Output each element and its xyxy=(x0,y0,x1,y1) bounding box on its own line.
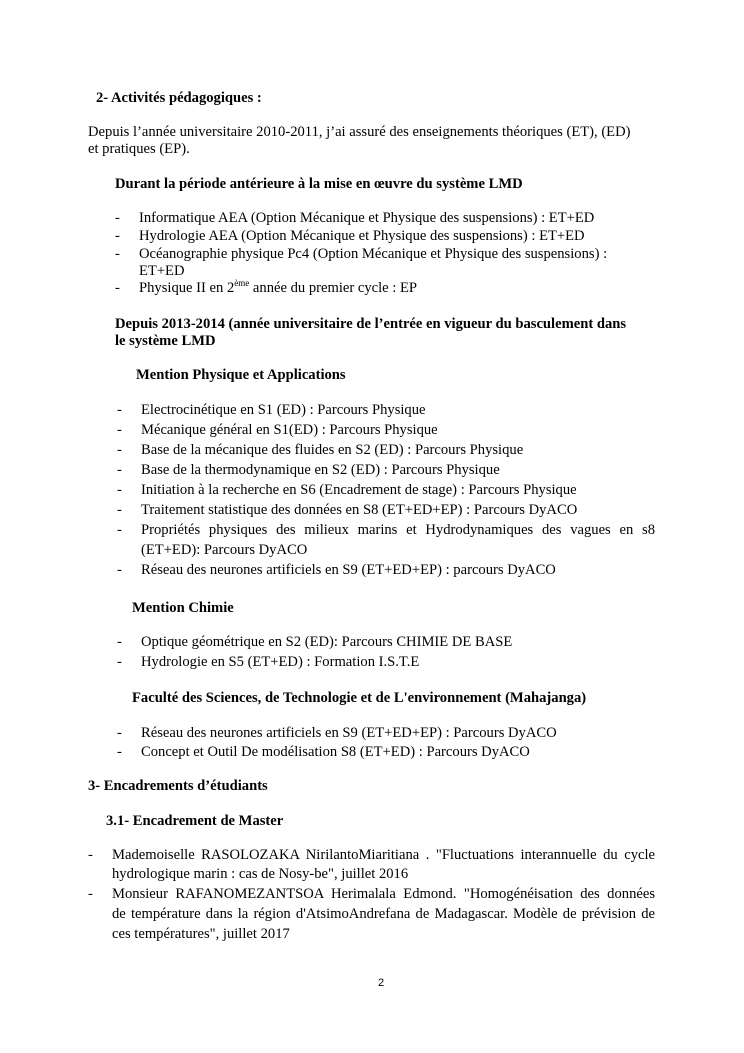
before-lmd-item-continuation: ET+ED xyxy=(139,263,185,279)
before-lmd-title: Durant la période antérieure à la mise en œuvre du système LMD xyxy=(115,176,523,192)
since-lmd-title-line-2: le système LMD xyxy=(115,333,216,349)
before-lmd-item: Hydrologie AEA (Option Mécanique et Physique des suspensions) : ET+ED xyxy=(139,228,585,244)
physique-item: Base de la mécanique des fluides en S2 (ED) : Parcours Physique xyxy=(141,442,524,458)
bullet-dash: - xyxy=(117,725,122,741)
chimie-item: Hydrologie en S5 (ET+ED) : Formation I.S.T.E xyxy=(141,654,420,670)
section-2-heading: 2- Activités pédagogiques : xyxy=(96,90,262,106)
bullet-dash: - xyxy=(117,422,122,438)
physique-item: Traitement statistique des données en S8 (ET+ED+EP) : Parcours DyACO xyxy=(141,502,578,518)
faculte-title: Faculté des Sciences, de Technologie et de L'environnement (Mahajanga) xyxy=(132,690,587,706)
bullet-dash: - xyxy=(117,402,122,418)
bullet-dash: - xyxy=(117,744,122,760)
chimie-item: Optique géométrique en S2 (ED): Parcours CHIMIE DE BASE xyxy=(141,634,513,650)
before-lmd-item: Informatique AEA (Option Mécanique et Physique des suspensions) : ET+ED xyxy=(139,210,595,226)
mention-chimie-title: Mention Chimie xyxy=(132,600,234,616)
before-lmd-item-physique2: Physique II en 2ème année du premier cycle : EP xyxy=(139,278,418,296)
faculte-item: Concept et Outil De modélisation S8 (ET+ED) : Parcours DyACO xyxy=(141,744,530,760)
intro-line-2: et pratiques (EP). xyxy=(88,141,190,157)
student-line: Monsieur RAFANOMEZANTSOA Herimalala Edmond. "Homogénéisation des données xyxy=(112,886,655,902)
bullet-dash: - xyxy=(117,502,122,518)
bullet-dash: - xyxy=(115,280,120,296)
student-line: Mademoiselle RASOLOZAKA NirilantoMiaritiana . "Fluctuations interannuelle du cycle xyxy=(112,847,655,863)
bullet-dash: - xyxy=(115,210,120,226)
student-line: de température dans la région d'AtsimoAndrefana de Madagascar. Modèle de prévision de xyxy=(112,906,655,922)
faculte-item: Réseau des neurones artificiels en S9 (ET+ED+EP) : Parcours DyACO xyxy=(141,725,557,741)
intro-line-1: Depuis l’année universitaire 2010-2011, j’ai assuré des enseignements théoriques (ET), (ED) xyxy=(88,124,631,140)
physique-item: Base de la thermodynamique en S2 (ED) : Parcours Physique xyxy=(141,462,500,478)
before-lmd-item: Océanographie physique Pc4 (Option Mécanique et Physique des suspensions) : xyxy=(139,246,608,262)
physique-item: Mécanique général en S1(ED) : Parcours Physique xyxy=(141,422,438,438)
since-lmd-title-line-1: Depuis 2013-2014 (année universitaire de l’entrée en vigueur du basculement dans xyxy=(115,316,627,332)
page-number: 2 xyxy=(378,977,385,989)
bullet-dash: - xyxy=(117,482,122,498)
physique-item: Initiation à la recherche en S6 (Encadrement de stage) : Parcours Physique xyxy=(141,482,577,498)
section-3-heading: 3- Encadrements d’étudiants xyxy=(88,778,268,794)
bullet-dash: - xyxy=(117,562,122,578)
mention-physique-title: Mention Physique et Applications xyxy=(136,367,346,383)
bullet-dash: - xyxy=(117,462,122,478)
bullet-dash: - xyxy=(117,634,122,650)
physique-item: Electrocinétique en S1 (ED) : Parcours Physique xyxy=(141,402,426,418)
bullet-dash: - xyxy=(117,654,122,670)
physique-item: Réseau des neurones artificiels en S9 (ET+ED+EP) : parcours DyACO xyxy=(141,562,556,578)
bullet-dash: - xyxy=(115,228,120,244)
section-3-1-heading: 3.1- Encadrement de Master xyxy=(106,813,284,829)
student-line: hydrologique marin : cas de Nosy-be", juillet 2016 xyxy=(112,866,409,882)
bullet-dash: - xyxy=(115,246,120,262)
bullet-dash: - xyxy=(88,847,93,863)
bullet-dash: - xyxy=(117,522,122,538)
student-line: ces températures", juillet 2017 xyxy=(112,926,290,942)
bullet-dash: - xyxy=(88,886,93,902)
physique-item: Propriétés physiques des milieux marins et Hydrodynamiques des vagues en s8 xyxy=(141,522,655,538)
physique-item-continuation: (ET+ED): Parcours DyACO xyxy=(141,542,308,558)
bullet-dash: - xyxy=(117,442,122,458)
